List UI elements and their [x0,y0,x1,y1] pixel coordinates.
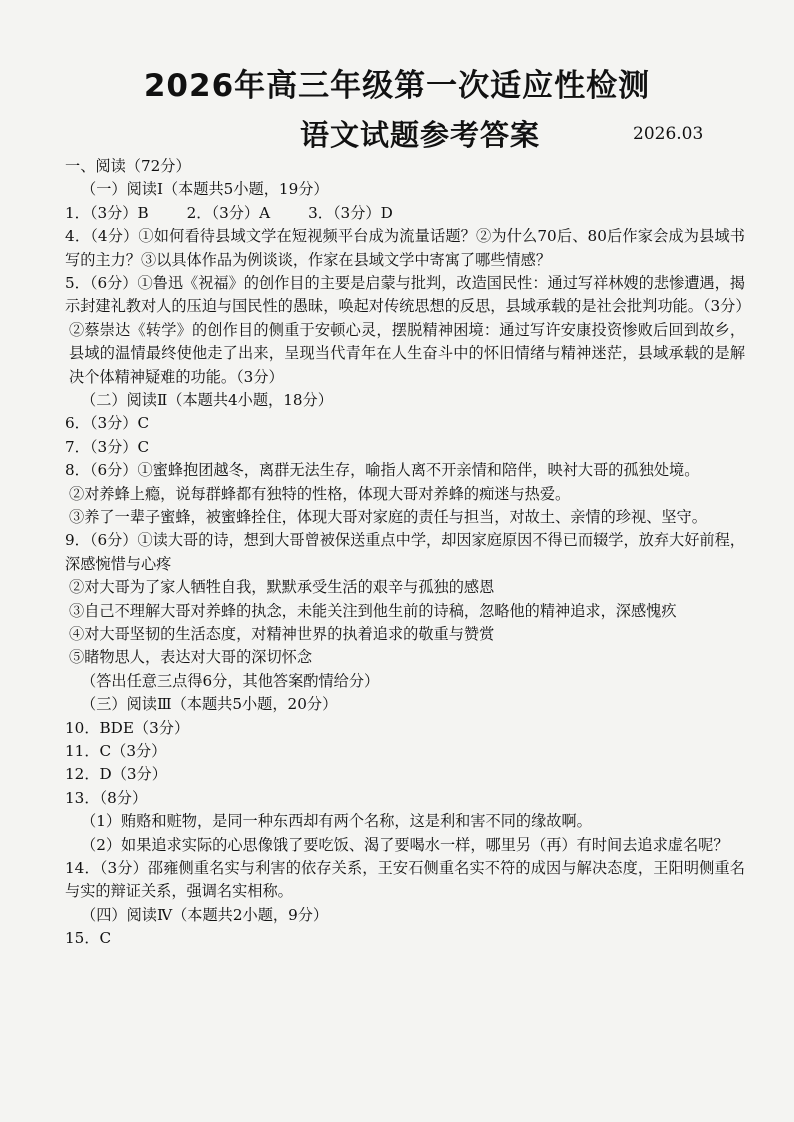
section3-heading: （三）阅读Ⅲ（本题共5小题，20分） [81,695,338,714]
answer-q9-point1: 9．（6分）①读大哥的诗，想到大哥曾被保送重点中学，却因家庭原因不得已而辍学，放弃大好前程，深感惋惜与心疼 [65,531,745,573]
answer-q8-point1: 8．（6分）①蜜蜂抱团越冬，离群无法生存，喻指人离不开亲情和陪伴，映衬大哥的孤独处境。 [65,461,700,480]
answer-q8-point3: ③养了一辈子蜜蜂，被蜜蜂拴住，体现大哥对家庭的责任与担当，对故土、亲情的珍视、坚守。 [69,508,707,526]
answer-q7: 7．（3分）C [65,437,150,456]
answer-q13: 13．（8分） [65,788,148,807]
answer-q12: 12．D（3分） [65,765,167,784]
part1-heading: 一、阅读（72分） [65,157,191,175]
answer-q4: 4．（4分）①如何看待县域文学在短视频平台成为流量话题？②为什么70后、80后作家会成为县域书写的主力？③以具体作品为例谈谈，作家在县域文学中寄寓了哪些情感？ [65,227,745,269]
answer-q9-point4: ④对大哥坚韧的生活态度，对精神世界的执着追求的敬重与赞赏 [69,625,495,644]
answer-q2: 2．（3分）A [186,203,271,222]
answer-content [55,155,751,951]
section4-heading: （四）阅读Ⅳ（本题共2小题，9分） [81,905,329,924]
exam-date: 2026.03 [633,124,704,144]
exam-title: 2026年高三年级第一次适应性检测 [143,68,651,104]
section1-heading: （一）阅读Ⅰ（本题共5小题，19分） [81,180,329,199]
answer-q3: 3．（3分）D [308,203,393,222]
answer-q10: 10．BDE（3分） [65,718,190,737]
answer-q8-point2: ②对养蜂上瘾，说每群蜂都有独特的性格，体现大哥对养蜂的痴迷与热爱。 [69,484,571,503]
answer-q1: 1．（3分）B [65,203,149,222]
answers-q1-q3 [55,202,745,225]
answer-q14: 14．（3分）邵雍侧重名实与利害的依存关系，王安石侧重名实不符的成因与解决态度，王阳明侧重名与实的辩证关系，强调名实相称。 [65,859,745,901]
answer-q9-point3: ③自己不理解大哥对养蜂的执念，未能关注到他生前的诗稿，忽略他的精神追求，深感愧疚 [69,601,677,620]
answer-q13-part2: （2）如果追求实际的心思像饿了要吃饭、渴了要喝水一样，哪里另（再）有时间去追求虚名呢？ [81,835,729,854]
answer-key-title: 语文试题参考答案 [300,118,541,152]
answer-q5-part1: 5．（6分）①鲁迅《祝福》的创作目的主要是启蒙与批判，改造国民性：通过写祥林嫂的悲惨遭遇，揭示封建礼教对人的压迫与国民性的愚昧，唤起对传统思想的反思，县域承载的是社会批判功能。（3分） [65,273,751,316]
answer-q9-point5: ⑤睹物思人，表达对大哥的深切怀念 [69,648,312,667]
answer-q15: 15．C [65,929,112,948]
answer-q11: 11．C（3分） [65,742,167,761]
answer-q5-part2: ②蔡崇达《转学》的创作目的侧重于安顿心灵，摆脱精神困境：通过写许安康投资惨败后回到故乡，县域的温情最终使他走了出来，呈现当代青年在人生奋斗中的怀旧情绪与精神迷茫，县域承载的是解决个体精神疑难的功能。（3分） [69,320,745,386]
answer-q9-note: （答出任意三点得6分，其他答案酌情给分） [81,671,380,690]
answer-q9-point2: ②对大哥为了家人牺牲自我，默默承受生活的艰辛与孤独的感恩 [69,578,495,597]
answer-q13-part1: （1）贿赂和赃物，是同一种东西却有两个名称，这是利和害不同的缘故啊。 [81,812,592,831]
answer-q6: 6．（3分）C [65,414,150,433]
section2-heading: （二）阅读Ⅱ（本题共4小题，18分） [81,391,333,410]
